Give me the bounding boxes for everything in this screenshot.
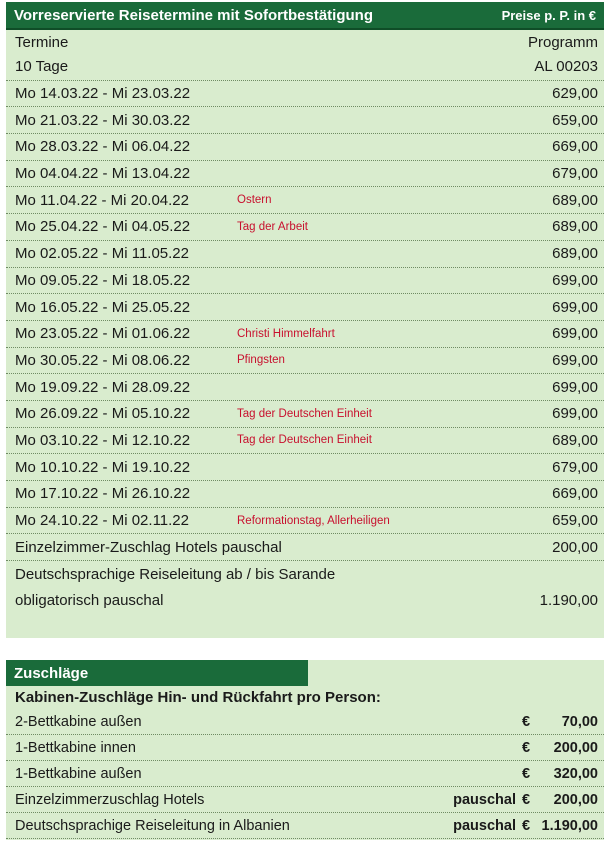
date-row [6,241,604,268]
single-room-row [6,534,604,561]
date-row [6,348,604,375]
date-range: Mo 16.05.22 - Mi 25.05.22 [15,298,191,316]
date-row [6,294,604,321]
surcharges-panel [6,660,604,840]
surcharge-currency: € [522,765,531,782]
date-row [6,321,604,348]
holiday-note: Tag der Deutschen Einheit [237,434,372,447]
price: 679,00 [552,165,598,183]
surcharges-subtitle: Kabinen-Zuschläge Hin- und Rückfahrt pro Person: [15,689,381,706]
date-row [6,134,604,161]
date-range: Mo 19.09.22 - Mi 28.09.22 [15,378,191,396]
surcharge-rows [6,709,604,839]
date-range: Mo 09.05.22 - Mi 18.05.22 [15,271,191,289]
holiday-note: Reformationstag, Allerheiligen [237,514,390,527]
col-termine: Termine [15,33,69,51]
price: 699,00 [552,271,598,289]
dates-title: Vorreservierte Reisetermine mit Sofortbestätigung [14,6,373,24]
surcharge-prefix: pauschal [453,791,516,808]
date-range: Mo 11.04.22 - Mi 20.04.22 [15,191,189,209]
price: 629,00 [552,85,598,103]
holiday-note: Ostern [237,194,272,207]
date-row [6,214,604,241]
date-row [6,428,604,455]
holiday-note: Pfingsten [237,354,285,367]
surcharge-amount: 70,00 [561,713,598,730]
price: 699,00 [552,405,598,423]
date-range: Mo 24.10.22 - Mi 02.11.22 [15,512,189,530]
surcharge-currency: € [522,713,531,730]
date-row [6,81,604,108]
date-row [6,454,604,481]
date-row [6,374,604,401]
dates-header [6,2,604,30]
date-row [6,107,604,134]
date-range: Mo 30.05.22 - Mi 08.06.22 [15,351,191,369]
price: 689,00 [552,431,598,449]
surcharge-label: 2-Bettkabine außen [15,713,142,730]
surcharge-currency: € [522,739,531,756]
program-code: AL 00203 [534,58,598,76]
surcharge-row [6,787,604,813]
date-range: Mo 10.10.22 - Mi 19.10.22 [15,458,191,476]
guide-row [6,561,604,615]
date-row [6,268,604,295]
date-range: Mo 28.03.22 - Mi 06.04.22 [15,138,191,156]
surcharge-amount: 320,00 [553,765,598,782]
single-room-price: 200,00 [552,538,598,556]
surcharges-header: Zuschläge [6,660,308,686]
price: 689,00 [552,191,598,209]
date-rows [6,81,604,535]
price: 699,00 [552,298,598,316]
price: 689,00 [552,245,598,263]
surcharge-row [6,709,604,735]
holiday-note: Tag der Deutschen Einheit [237,407,372,420]
surcharge-label: Einzelzimmerzuschlag Hotels [15,791,205,808]
surcharge-amount: 200,00 [553,791,598,808]
holiday-note: Tag der Arbeit [237,220,308,233]
date-row [6,401,604,428]
date-row [6,508,604,535]
guide-line1: Deutschsprachige Reiseleitung ab / bis Sarande [15,566,336,584]
price: 679,00 [552,458,598,476]
dates-panel [6,2,604,638]
date-range: Mo 21.03.22 - Mi 30.03.22 [15,111,191,129]
duration: 10 Tage [15,58,69,76]
surcharge-currency: € [522,817,531,834]
date-row [6,161,604,188]
date-row [6,481,604,508]
duration-row [6,54,604,81]
col-programm: Programm [527,33,598,51]
surcharge-prefix: pauschal [453,817,516,834]
date-row [6,187,604,214]
surcharge-label: 1-Bettkabine außen [15,765,142,782]
date-range: Mo 02.05.22 - Mi 11.05.22 [15,245,189,263]
date-range: Mo 14.03.22 - Mi 23.03.22 [15,85,191,103]
surcharge-amount: 200,00 [553,739,598,756]
price: 689,00 [552,218,598,236]
date-range: Mo 23.05.22 - Mi 01.06.22 [15,325,191,343]
date-range: Mo 25.04.22 - Mi 04.05.22 [15,218,191,236]
single-room-label: Einzelzimmer-Zuschlag Hotels pauschal [15,538,282,556]
price: 659,00 [552,512,598,530]
surcharge-row [6,761,604,787]
surcharge-row [6,813,604,839]
price: 699,00 [552,325,598,343]
column-headers [6,30,604,54]
date-range: Mo 03.10.22 - Mi 12.10.22 [15,431,191,449]
surcharge-row [6,735,604,761]
holiday-note: Christi Himmelfahrt [237,327,335,340]
price-note: Preise p. P. in € [501,7,596,23]
date-range: Mo 04.04.22 - Mi 13.04.22 [15,165,191,183]
date-range: Mo 17.10.22 - Mi 26.10.22 [15,485,191,503]
price: 669,00 [552,138,598,156]
surcharge-label: Deutschsprachige Reiseleitung in Albanien [15,817,290,834]
guide-line2: obligatorisch pauschal [15,592,164,610]
price: 659,00 [552,111,598,129]
surcharge-label: 1-Bettkabine innen [15,739,136,756]
surcharge-amount: 1.190,00 [541,817,598,834]
price: 699,00 [552,378,598,396]
price: 699,00 [552,351,598,369]
surcharge-currency: € [522,791,531,808]
price: 669,00 [552,485,598,503]
guide-price: 1.190,00 [539,592,598,610]
date-range: Mo 26.09.22 - Mi 05.10.22 [15,405,191,423]
